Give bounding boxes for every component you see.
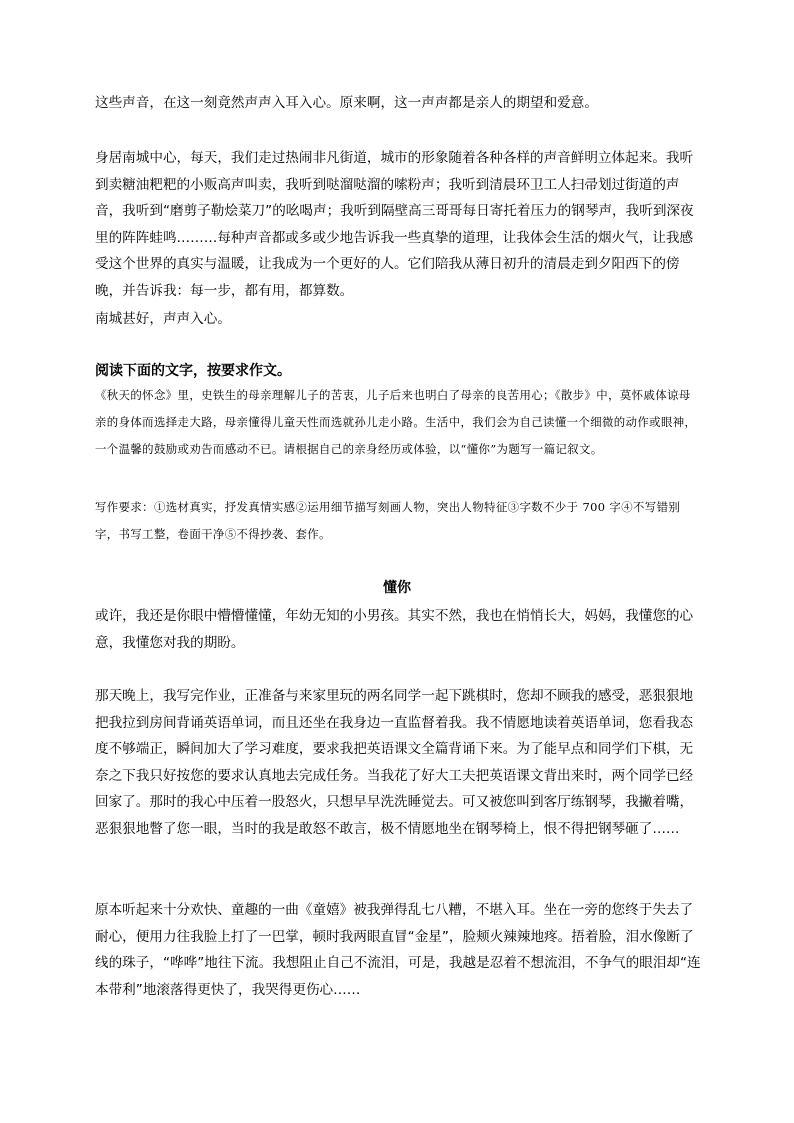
conclusion-line: 南城甚好，声声入心。 — [95, 311, 231, 327]
writing-requirements: 写作要求：①选材真实，抒发真情实感②运用细节描写刻画人物，突出人物特征③字数不少于 700 字④不写错别字，书写工整，卷面干净⑤不得抄袭、套作。 — [95, 500, 681, 541]
essay-paragraph: 那天晚上，我写完作业，正准备与来家里玩的两名同学一起下跳棋时，您却不顾我的感受，恶狠狠地把我拉到房间背诵英语单词，而且还坐在我身边一直监督着我。我不情愿地读着英语单词，您看我态度不够端正，瞬间加大了学习难度，要求我把英语课文全篇背诵下来。为了能早点和同学们下棋，无奈之下我只好按您的要求认真地去完成任务。当我花了好大工夫把英语课文背出来时，两个同学已经回家了。那时的我心中压着一股怒火，只想早早洗洗睡觉去。可又被您叫到客厅练钢琴，我撇着嘴，恶狠狠地瞥了您一眼，当时的我是敢怒不敢言，极不情愿地坐在钢琴椅上，恨不得把钢琴砸了…… — [95, 688, 694, 837]
task-heading: 阅读下面的文字，按要求作文。 — [95, 363, 291, 379]
essay-paragraph: 原本听起来十分欢快、童趣的一曲《童嬉》被我弹得乱七八糟，不堪入耳。坐在一旁的您终于失去了耐心，便用力往我脸上打了一巴掌，顿时我两眼直冒“金星”，脸颊火辣辣地疼。捂着脸，泪水像断了线的珠子，“哗哗”地往下流。我想阻止自己不流泪，可是，我越是忍着不想流泪，不争气的眼泪却“连本带利”地滚落得更快了，我哭得更伤心…… — [95, 902, 701, 998]
writing-prompt: 《秋天的怀念》里，史铁生的母亲理解儿子的苦衷，儿子后来也明白了母亲的良苦用心；《散步》中，莫怀戚体谅母亲的身体而选择走大路，母亲懂得儿童天性而选就孙儿走小路。生活中，我们会为自己读懂一个细微的动作或眼神，一个温馨的鼓励或劝告而感动不已。请根据自己的亲身经历或体验，以“懂你”为题写一篇记叙文。 — [95, 388, 697, 456]
essay-paragraph: 或许，我还是你眼中懵懵懂懂，年幼无知的小男孩。其实不然，我也在悄悄长大，妈妈，我懂您的心意，我懂您对我的期盼。 — [95, 608, 694, 651]
essay-title: 懂你 — [383, 580, 411, 596]
city-sounds-paragraph: 身居南城中心，每天，我们走过热闹非凡街道，城市的形象随着各种各样的声音鲜明立体起来。我听到卖糖油粑粑的小贩高声叫卖，我听到哒溜哒溜的嗦粉声；我听到清晨环卫工人扫帚划过街道的声音，我听到“磨剪子勒烩菜刀”的吆喝声；我听到隔壁高三哥哥每日寄托着压力的钢琴声，我听到深夜里的阵阵蛙鸣………每种声音都或多或少地告诉我一些真挚的道理，让我体会生活的烟火气，让我感受这个世界的真实与温暖，让我成为一个更好的人。它们陪我从薄日初升的清晨走到夕阳西下的傍晚，并告诉我：每一步，都有用，都算数。 — [95, 150, 694, 299]
intro-end-paragraph: 这些声音，在这一刻竟然声声入耳入心。原来啊，这一声声都是亲人的期望和爱意。 — [95, 95, 598, 111]
